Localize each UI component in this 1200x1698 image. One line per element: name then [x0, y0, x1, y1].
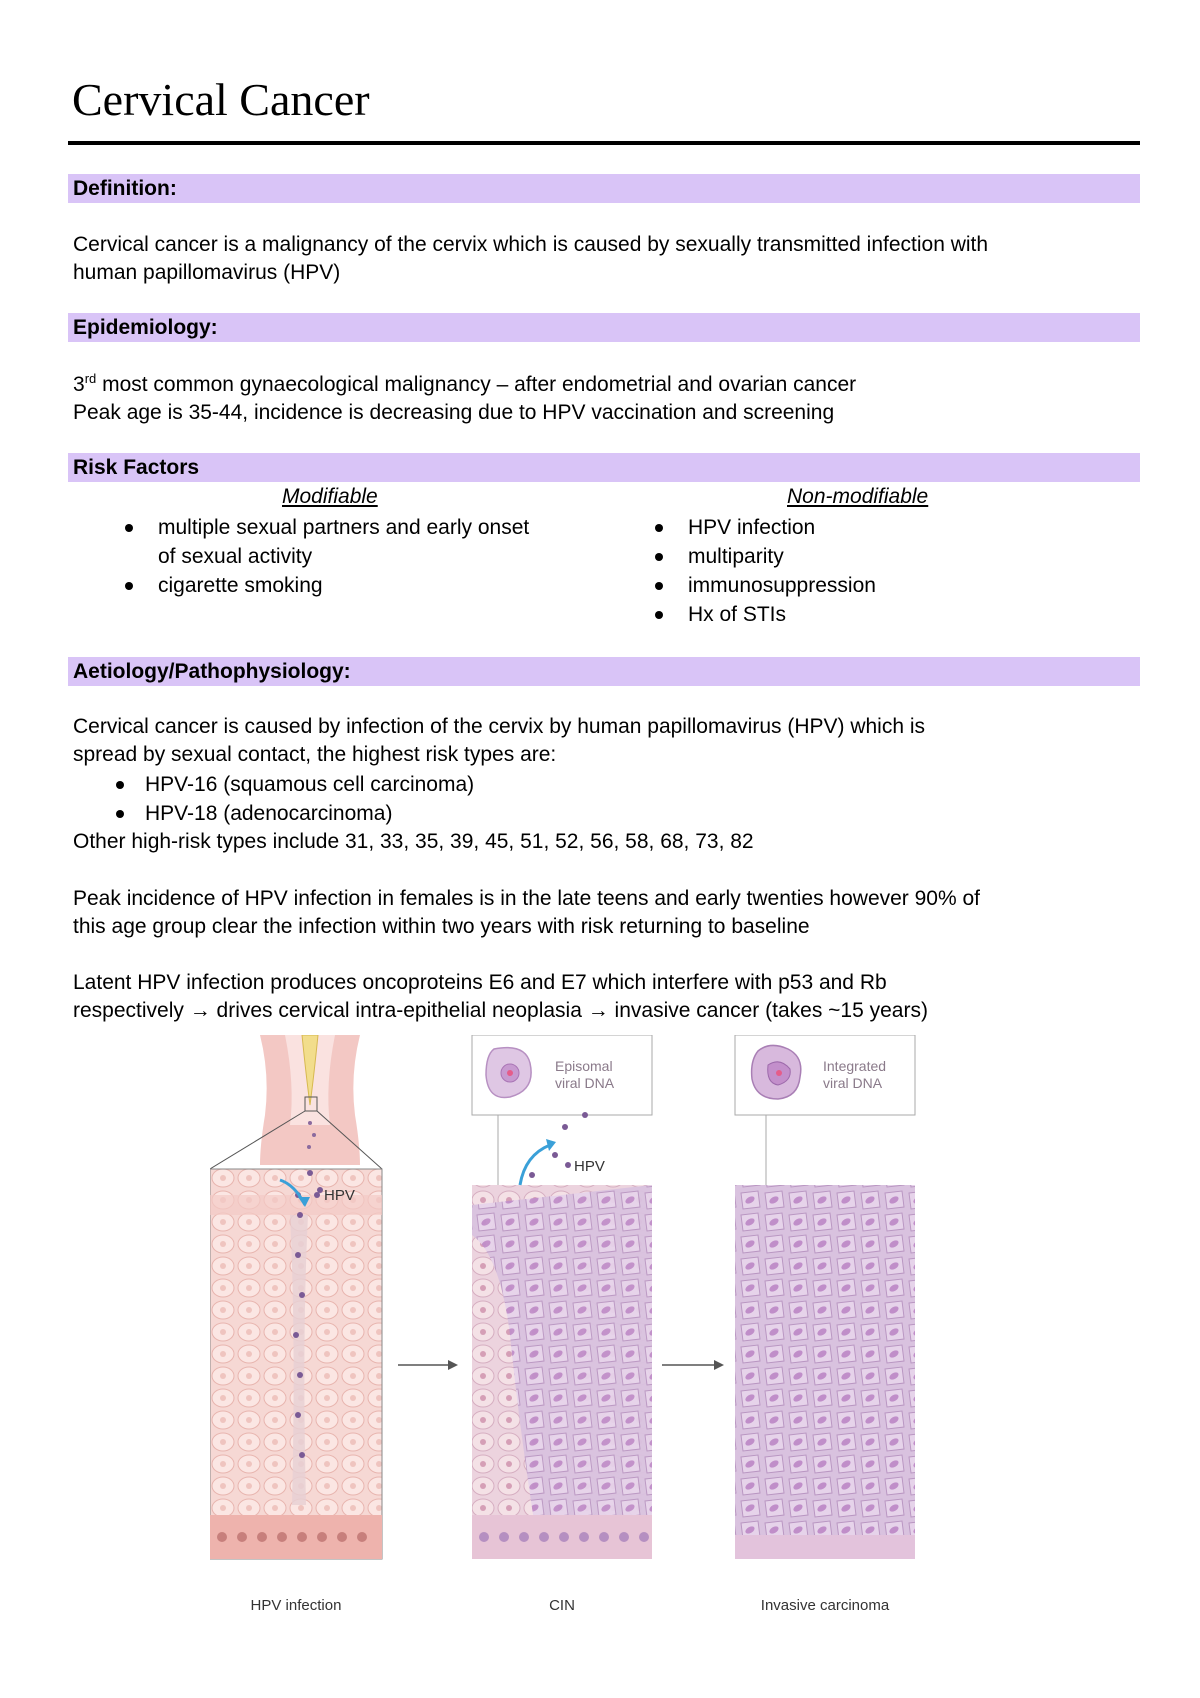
section-header-risk-factors [68, 453, 1140, 482]
episomal-label-2: viral DNA [555, 1075, 615, 1091]
ordinal-suffix: rd [84, 371, 97, 386]
section-heading: Risk Factors [73, 456, 200, 479]
definition-line-2: human papillomavirus (HPV) [73, 261, 341, 284]
panel-hpv-infection [210, 1169, 382, 1559]
hpv-label: HPV [574, 1158, 605, 1175]
hpv-label: HPV [324, 1187, 355, 1204]
bullet-icon [116, 810, 124, 818]
list-item-continuation: of sexual activity [158, 545, 313, 568]
section-heading: Epidemiology: [73, 316, 218, 339]
modifiable-heading: Modifiable [282, 485, 378, 508]
list-item: immunosuppression [688, 571, 876, 600]
bullet-icon [655, 611, 663, 619]
panel-invasive-carcinoma [735, 1035, 915, 1559]
list-item: cigarette smoking [158, 571, 529, 600]
progression-arrow [398, 1360, 458, 1370]
section-header-epidemiology [68, 313, 1140, 342]
peak-incidence-line-2: this age group clear the infection within two years with risk returning to baseline [73, 915, 810, 938]
stage-caption: Invasive carcinoma [760, 1597, 890, 1614]
definition-line-1: Cervical cancer is a malignancy of the cervix which is caused by sexually transmitted infection with [73, 233, 989, 256]
section-heading: Definition: [73, 177, 177, 200]
list-item: Hx of STIs [688, 600, 876, 629]
progression-arrow [662, 1360, 724, 1370]
section-heading: Aetiology/Pathophysiology: [73, 660, 351, 683]
cervix-illustration [260, 1035, 360, 1165]
list-item: HPV-18 (adenocarcinoma) [145, 799, 474, 828]
epidemiology-line-2: Peak age is 35-44, incidence is decreasing due to HPV vaccination and screening [73, 401, 835, 424]
other-high-risk-types: Other high-risk types include 31, 33, 35, 39, 45, 51, 52, 56, 58, 68, 73, 82 [73, 830, 754, 853]
peak-incidence-line-1: Peak incidence of HPV infection in females is in the late teens and early twenties however 90% of [73, 887, 981, 910]
non-modifiable-heading: Non-modifiable [787, 485, 929, 508]
aetiology-intro-line-1: Cervical cancer is caused by infection of the cervix by human papillomavirus (HPV) which is [73, 715, 926, 738]
oncoproteins-line-1: Latent HPV infection produces oncoproteins E6 and E7 which interfere with p53 and Rb [73, 971, 887, 994]
integrated-label-1: Integrated [823, 1058, 887, 1074]
stage-caption: HPV infection [250, 1597, 342, 1614]
epidemiology-line-1 [73, 371, 856, 399]
bullet-icon [655, 553, 663, 561]
hpv-types-list [145, 770, 474, 828]
panel-cin [472, 1035, 652, 1559]
bullet-icon [655, 524, 663, 532]
bullet-icon [125, 524, 133, 532]
title-divider [68, 141, 1140, 145]
list-item: multiple sexual partners and early onset [158, 513, 529, 542]
bullet-icon [125, 582, 133, 590]
pathogenesis-figure [210, 1035, 1010, 1635]
list-item: multiparity [688, 542, 876, 571]
aetiology-intro-line-2: spread by sexual contact, the highest risk types are: [73, 743, 557, 766]
list-item: HPV infection [688, 513, 876, 542]
bullet-icon [116, 781, 124, 789]
episomal-label-1: Episomal [555, 1058, 613, 1074]
oncoproteins-line-2: respectively → drives cervical intra-epithelial neoplasia → invasive cancer (takes ~15 years) [73, 999, 928, 1022]
page-title: Cervical Cancer [72, 74, 370, 125]
list-item: HPV-16 (squamous cell carcinoma) [145, 770, 474, 799]
non-modifiable-list [688, 513, 876, 629]
stage-caption: CIN [549, 1597, 575, 1614]
section-header-definition [68, 174, 1140, 203]
integrated-label-2: viral DNA [823, 1075, 883, 1091]
epidemiology-line-1-rest: most common gynaecological malignancy – after endometrial and ovarian cancer [96, 373, 857, 396]
section-header-aetiology [68, 657, 1140, 686]
ordinal: 3 [73, 373, 85, 396]
modifiable-list [158, 513, 529, 600]
bullet-icon [655, 582, 663, 590]
